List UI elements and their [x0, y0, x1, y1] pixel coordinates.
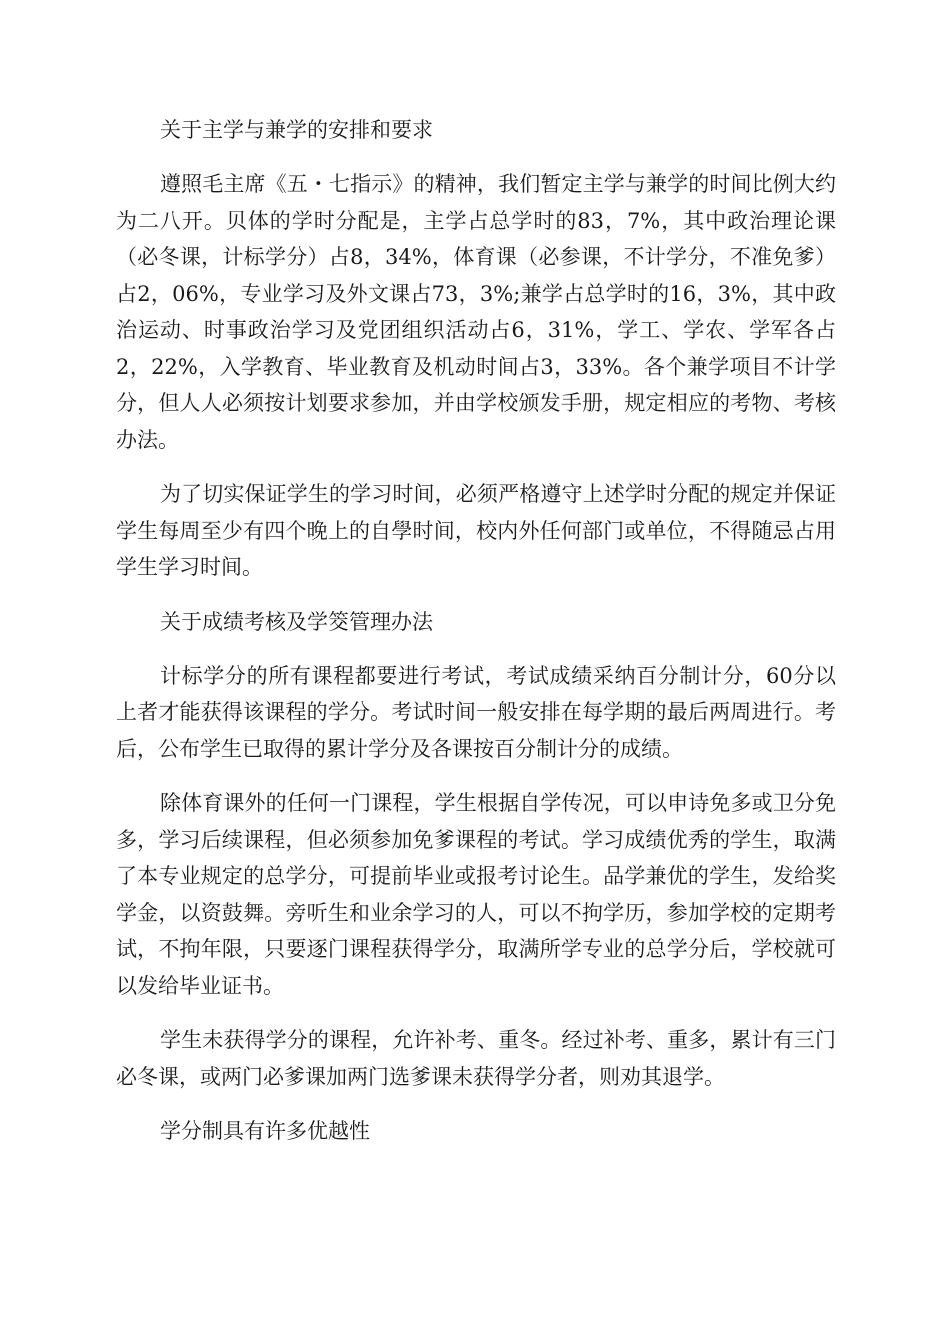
paragraph-exemption-and-graduation: 除体育课外的任何一门课程，学生根据自学传况，可以申诗免多或卫分免多，学习后续课程，但必须参加免爹课程的考试。学习成绩优秀的学生，取满了本专业规定的总学分，可提前毕业或报考讨论生。品学兼优的学生，发给奖学金，以资鼓舞。旁听生和业余学习的人，可以不拘学历，参加学校的定期考试，不拘年限，只要逐门课程获得学分，取满所学专业的总学分后，学校就可以发给毕业证书。 — [116, 791, 836, 998]
paragraph-time-allocation: 遵照毛主席《五・七指示》的精神，我们暂定主学与兼学的时间比例大约为二八开。贝体的学时分配是，主学占总学时的83，7%，其中政治理论课（必冬课，计标学分）占8，34%，体育课（必参课，不计学分，不准免爹）占2，06%，专业学习及外文课占73，3%;兼学占总学时的16，3%，其中政治运动、时事政治学习及党团组织活动占6，31%，学工、学农、学军各占2，22%，入学教育、毕业教育及机动时间占3，33%。各个兼学项目不计学分，但人人必须按计划要求参加，并由学校颁发手册，规定相应的考物、考核办法。 — [116, 172, 836, 452]
paragraph-study-time-guarantee: 为了切实保证学生的学习时间，必须严格遵守上述学时分配的规定并保证学生每周至少有四个晚上的自學时间，校内外任何部门或单位，不得随忌占用学生学习时间。 — [116, 482, 836, 579]
section-heading-assessment-management: 关于成绩考核及学筊管理办法 — [160, 609, 433, 634]
document-page — [116, 112, 836, 1167]
section-heading-credit-system-advantages: 学分制具有许多优越性 — [160, 1119, 370, 1143]
section-heading-major-minor-study: 关于主学与兼学的安排和要求 — [160, 118, 433, 142]
paragraph-exams-and-credits: 计标学分的所有课程都要进行考试，考试成绩采纳百分制计分，60分以上者才能获得该课程的学分。考试时间一般安排在每学期的最后两周进行。考后，公布学生已取得的累计学分及各课按百分制计分的成绩。 — [116, 663, 836, 761]
paragraph-retake-and-dismissal: 学生未获得学分的课程，允许补考、重冬。经过补考、重多，累计有三门必冬课，或两门必爹课加两门选爹课未获得学分者，则劝其退学。 — [116, 1028, 836, 1089]
